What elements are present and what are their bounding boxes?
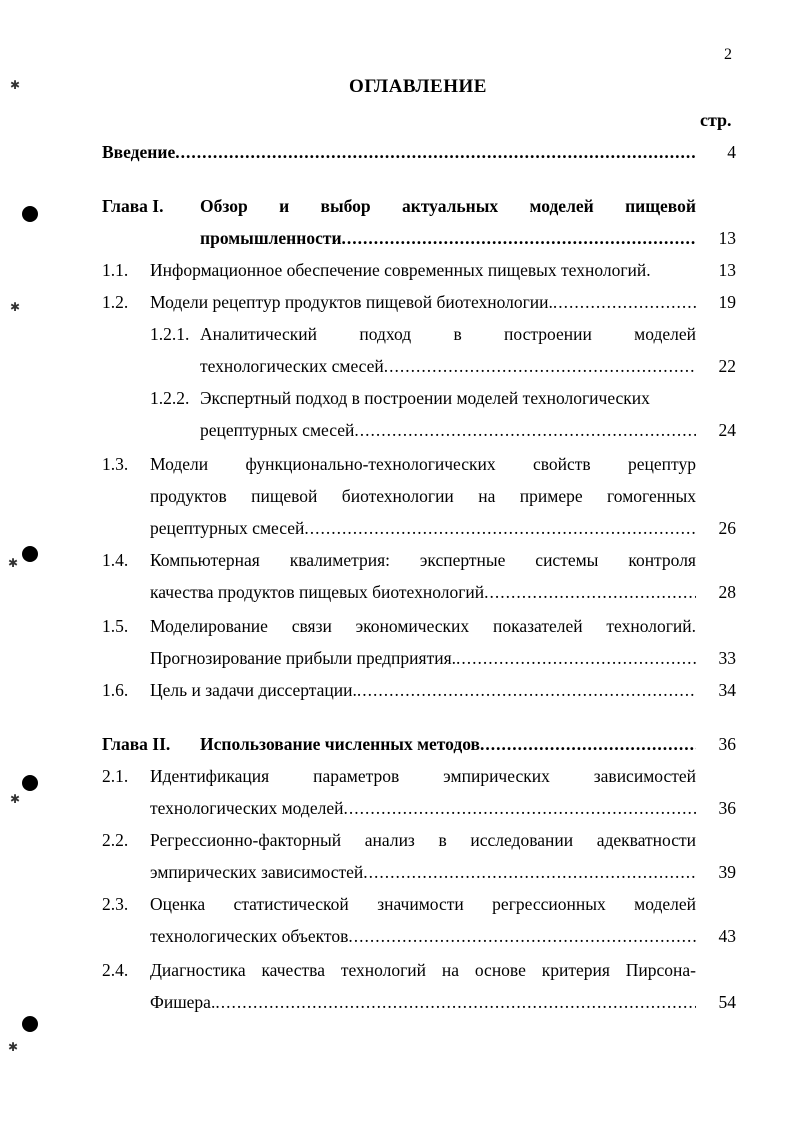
toc-word: моделей <box>529 196 594 216</box>
toc-word: контроля <box>628 550 696 570</box>
toc-word: продуктов <box>150 486 227 506</box>
toc-chapter-1[interactable] <box>0 190 794 222</box>
toc-entry-text: Информационное обеспечение современных пищевых технологий. <box>150 260 651 280</box>
toc-entry-text: технологических моделей <box>150 798 344 818</box>
toc-page-number: 13 <box>718 228 736 248</box>
toc-word: параметров <box>313 766 400 786</box>
toc-word: выбор <box>320 196 371 216</box>
toc-section-1-2-1-cont[interactable] <box>0 350 794 382</box>
page-title: ОГЛАВЛЕНИЕ <box>349 76 487 97</box>
toc-chapter-label: Глава I. <box>102 196 164 216</box>
toc-section-number: 2.3. <box>102 894 129 914</box>
toc-entry-text: Введение <box>102 142 176 162</box>
toc-word: на <box>478 486 496 506</box>
toc-page-number: 43 <box>718 926 736 946</box>
toc-page-number: 28 <box>718 582 736 602</box>
toc-section-1-3-line2[interactable] <box>0 480 794 512</box>
toc-page-number: 24 <box>718 420 736 440</box>
toc-word: эмпирических <box>443 766 550 786</box>
toc-section-1-3[interactable] <box>0 448 794 480</box>
scan-mark: ✱ <box>10 300 21 314</box>
toc-word: адекватности <box>596 830 696 850</box>
toc-chapter-1-cont[interactable] <box>0 222 794 254</box>
toc-section-2-2-cont[interactable] <box>0 856 794 888</box>
toc-entry-text: Экспертный подход в построении моделей технологических <box>200 388 650 408</box>
toc-word: технологий. <box>606 616 696 636</box>
page-number: 2 <box>724 46 732 63</box>
toc-entry-text: Использование численных методов <box>200 734 480 754</box>
toc-entry-intro[interactable] <box>0 136 794 168</box>
scan-mark: ✱ <box>8 556 19 570</box>
toc-word: пищевой <box>625 196 696 216</box>
toc-word: Регрессионно-факторный <box>150 830 342 850</box>
toc-word: Аналитический <box>200 324 318 344</box>
toc-word: актуальных <box>401 196 499 216</box>
toc-section-1-2-2[interactable] <box>0 382 794 414</box>
toc-page-number: 36 <box>718 734 736 754</box>
toc-section-2-1[interactable] <box>0 760 794 792</box>
toc-page-number: 54 <box>718 992 736 1012</box>
toc-word: Диагностика <box>150 960 246 980</box>
toc-word: Пирсона- <box>625 960 696 980</box>
toc-section-number: 1.2.1. <box>150 324 190 344</box>
toc-word: построении <box>504 324 592 344</box>
toc-word: зависимостей <box>593 766 696 786</box>
toc-page-number: 4 <box>727 142 736 162</box>
toc-word: подход <box>359 324 412 344</box>
toc-section-1-4-cont[interactable] <box>0 576 794 608</box>
toc-section-number: 1.5. <box>102 616 129 636</box>
toc-word: гомогенных <box>607 486 696 506</box>
toc-section-1-5[interactable] <box>0 610 794 642</box>
toc-word: значимости <box>377 894 464 914</box>
toc-section-1-5-cont[interactable] <box>0 642 794 674</box>
toc-word: критерия <box>541 960 610 980</box>
toc-entry-text: промышленности <box>200 228 342 248</box>
toc-section-2-1-cont[interactable] <box>0 792 794 824</box>
toc-entry-text: качества продуктов пищевых биотехнологий <box>150 582 485 602</box>
toc-section-number: 1.2. <box>102 292 129 312</box>
toc-word: показателей <box>492 616 583 636</box>
toc-section-1-3-line3[interactable] <box>0 512 794 544</box>
toc-word: Модели <box>150 454 209 474</box>
toc-page-number: 19 <box>718 292 736 312</box>
toc-word: в <box>453 324 462 344</box>
toc-word: статистической <box>233 894 349 914</box>
toc-word: квалиметрия: <box>289 550 390 570</box>
toc-word: связи <box>291 616 332 636</box>
toc-word: биотехнологии <box>341 486 454 506</box>
toc-chapter-label: Глава II. <box>102 734 171 754</box>
toc-page-number: 33 <box>718 648 736 668</box>
toc-word: моделей <box>634 324 696 344</box>
toc-word: в <box>438 830 447 850</box>
toc-entry-text: Модели рецептур продуктов пищевой биотехнологии. <box>150 292 553 312</box>
toc-section-2-4-cont[interactable] <box>0 986 794 1018</box>
toc-page-number: 26 <box>718 518 736 538</box>
toc-word: качества <box>261 960 325 980</box>
toc-word: и <box>279 196 290 216</box>
toc-word: свойств <box>532 454 591 474</box>
scan-mark: ✱ <box>10 792 21 806</box>
scan-mark: ✱ <box>8 1040 19 1054</box>
toc-section-number: 1.4. <box>102 550 129 570</box>
page-column-label: стр. <box>700 110 732 130</box>
toc-word: пищевой <box>251 486 318 506</box>
toc-section-1-1[interactable] <box>0 254 794 286</box>
toc-page-number: 39 <box>718 862 736 882</box>
toc-word: системы <box>535 550 599 570</box>
toc-section-1-2-2-cont[interactable] <box>0 414 794 446</box>
toc-entry-text: Прогнозирование прибыли предприятия. <box>150 648 457 668</box>
punch-hole <box>22 1016 38 1032</box>
toc-word: функционально-технологических <box>245 454 496 474</box>
toc-section-1-4[interactable] <box>0 544 794 576</box>
toc-entry-text: рецептурных смесей <box>200 420 355 440</box>
scan-mark: ✱ <box>10 78 21 92</box>
toc-word: Идентификация <box>150 766 270 786</box>
toc-entry-text: рецептурных смесей <box>150 518 305 538</box>
toc-section-2-3-cont[interactable] <box>0 920 794 952</box>
toc-word: экономических <box>355 616 470 636</box>
toc-entry-text: технологических смесей <box>200 356 384 376</box>
toc-word: анализ <box>364 830 415 850</box>
toc-section-number: 2.2. <box>102 830 129 850</box>
toc-section-number: 1.1. <box>102 260 129 280</box>
toc-word: исследовании <box>470 830 574 850</box>
toc-word: Обзор <box>200 196 248 216</box>
toc-word: примере <box>519 486 583 506</box>
toc-chapter-2[interactable] <box>0 728 794 760</box>
toc-section-1-2[interactable] <box>0 286 794 318</box>
toc-section-number: 2.4. <box>102 960 129 980</box>
toc-entry-text: Цель и задачи диссертации. <box>150 680 357 700</box>
toc-page-number: 34 <box>718 680 736 700</box>
toc-word: экспертные <box>419 550 506 570</box>
toc-word: на <box>441 960 460 980</box>
toc-word: технологий <box>340 960 427 980</box>
toc-word: Моделирование <box>150 616 268 636</box>
toc-entry-text: Фишера. <box>150 992 216 1012</box>
toc-word: Компьютерная <box>150 550 260 570</box>
toc-page-number: 22 <box>718 356 736 376</box>
toc-word: рецептур <box>628 454 696 474</box>
toc-section-number: 1.3. <box>102 454 129 474</box>
toc-section-2-4[interactable] <box>0 954 794 986</box>
toc-entry-text: эмпирических зависимостей <box>150 862 364 882</box>
toc-section-1-6[interactable] <box>0 674 794 706</box>
toc-word: моделей <box>634 894 696 914</box>
toc-section-number: 1.6. <box>102 680 129 700</box>
toc-section-number: 2.1. <box>102 766 129 786</box>
toc-entry-text: технологических объектов <box>150 926 349 946</box>
toc-section-2-3[interactable] <box>0 888 794 920</box>
toc-section-number: 1.2.2. <box>150 388 190 408</box>
toc-section-2-2[interactable] <box>0 824 794 856</box>
toc-word: основе <box>474 960 526 980</box>
toc-word: регрессионных <box>492 894 606 914</box>
toc-page-number: 36 <box>718 798 736 818</box>
toc-page-number: 13 <box>718 260 736 280</box>
toc-section-1-2-1[interactable] <box>0 318 794 350</box>
toc-word: Оценка <box>150 894 206 914</box>
